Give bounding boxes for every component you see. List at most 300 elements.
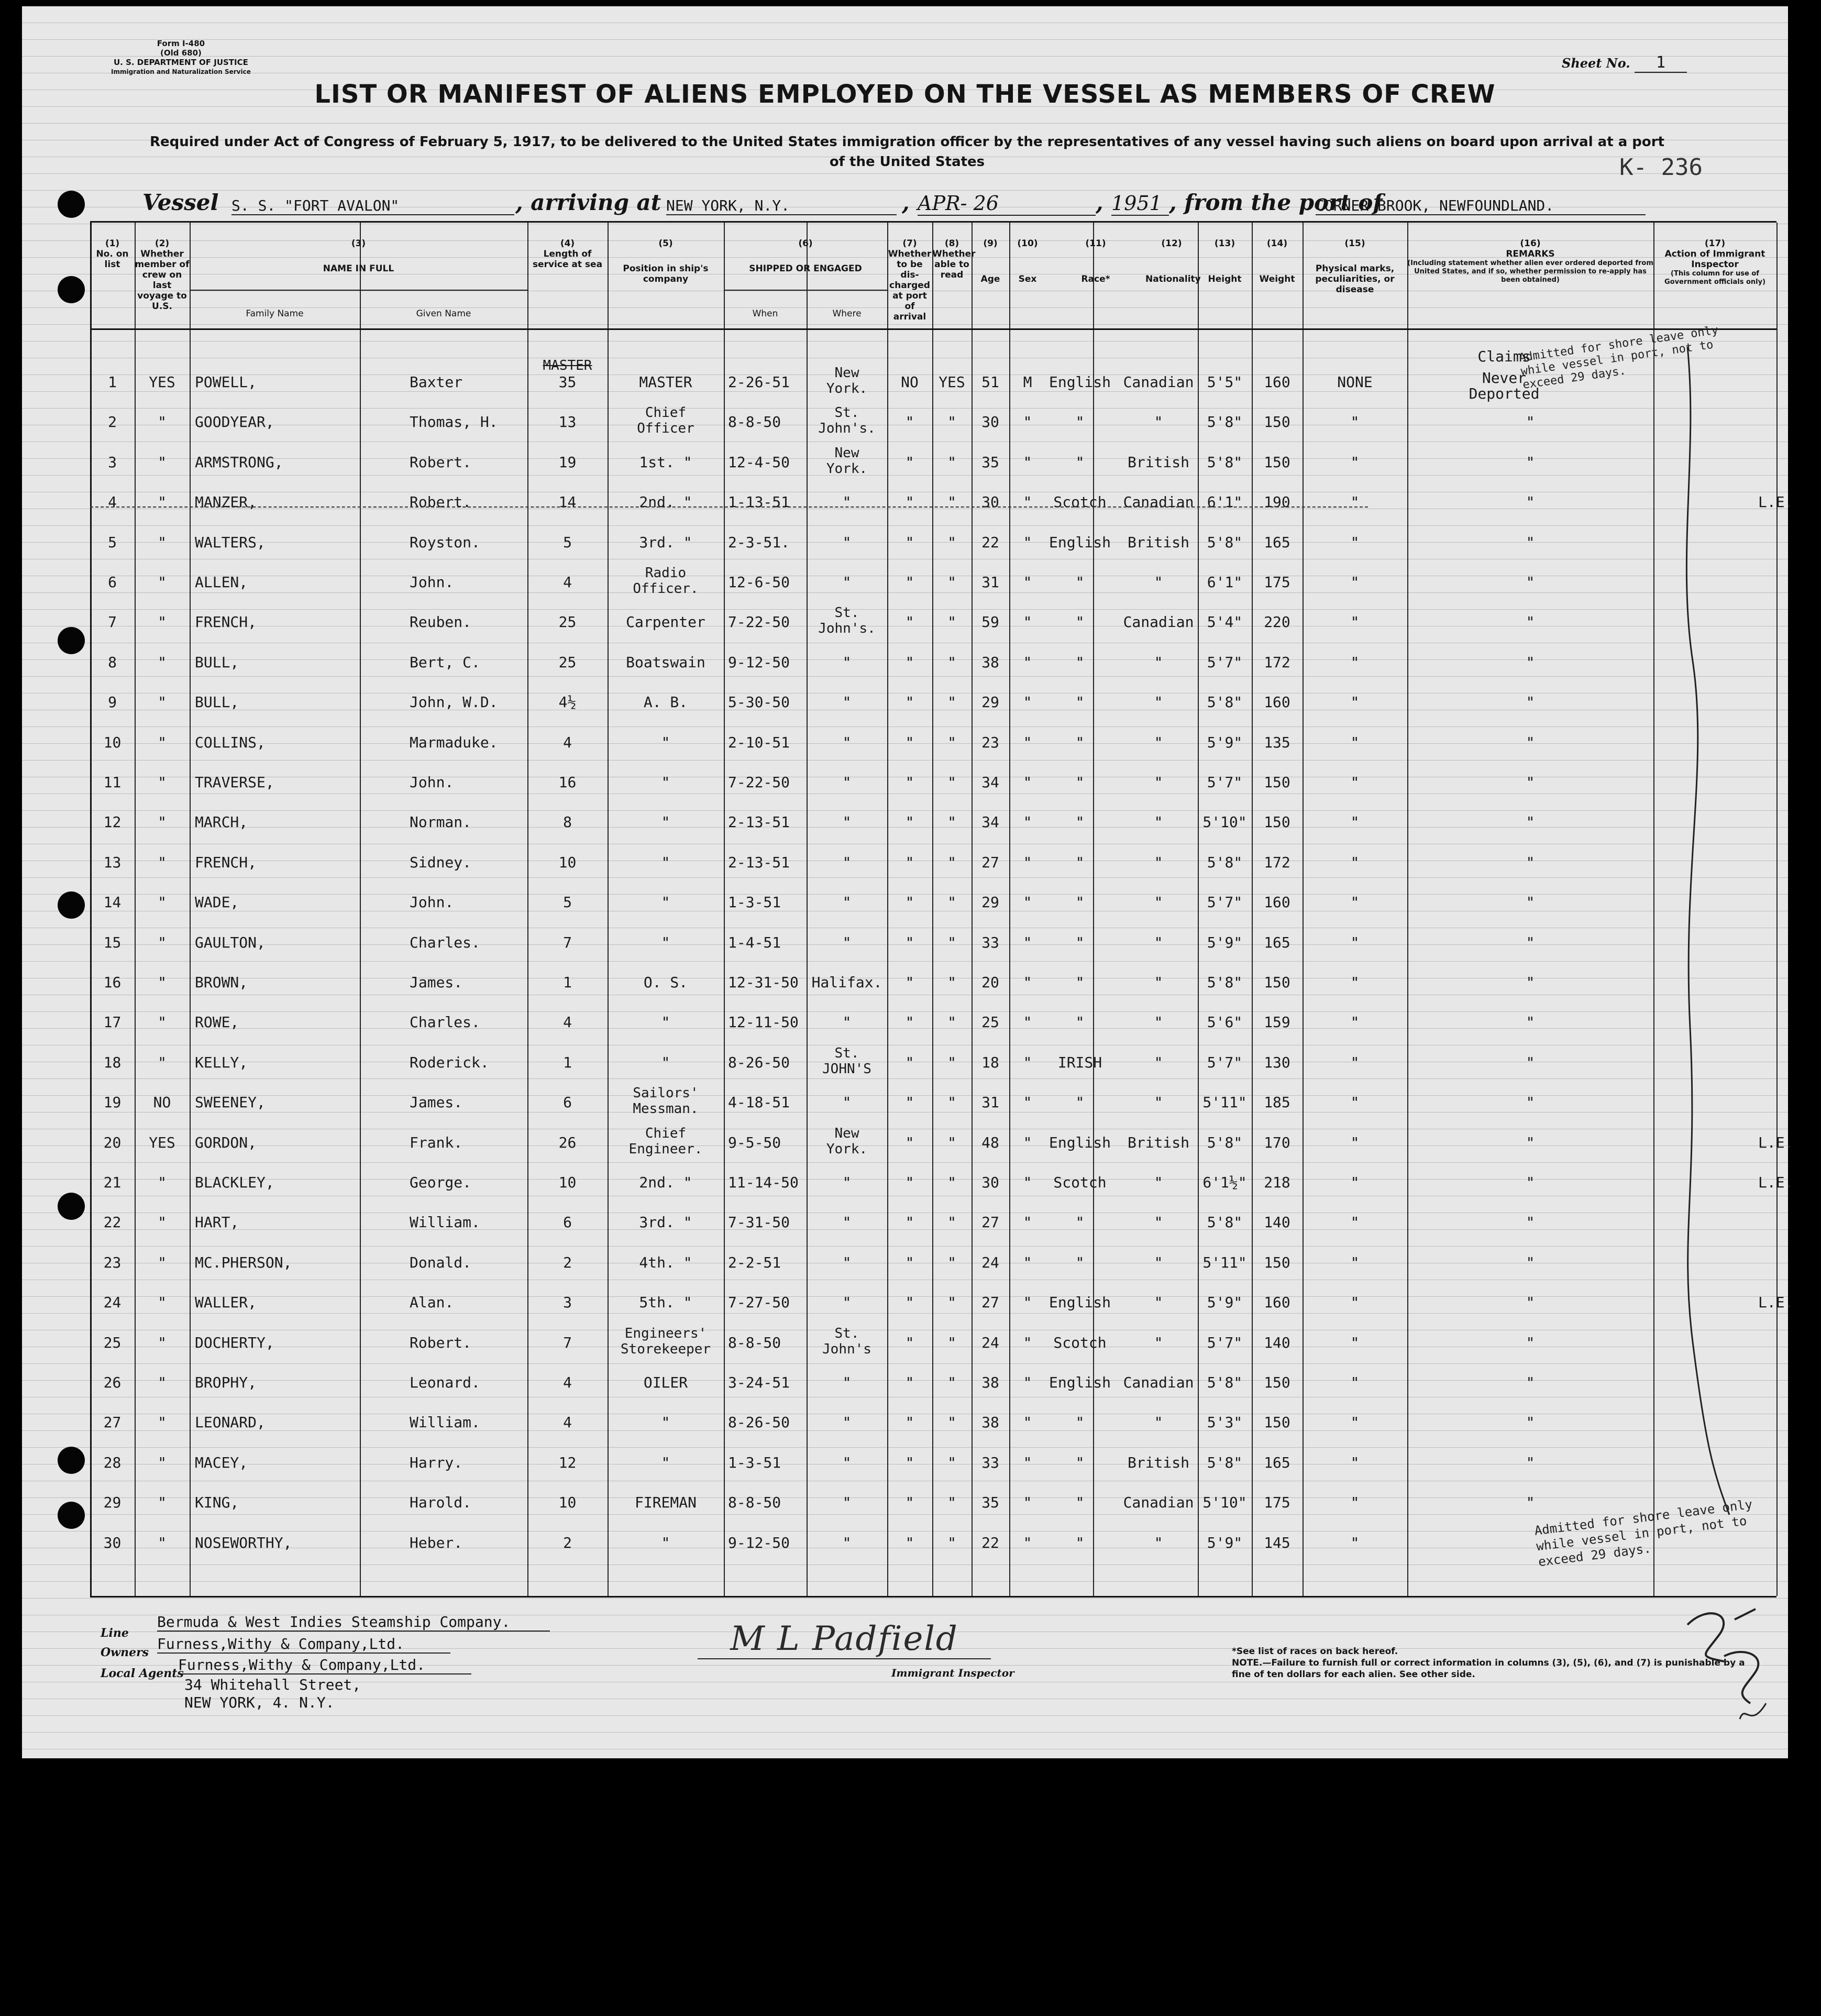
cell-weight: 172 xyxy=(1264,853,1290,871)
cell-when: 3-24-51 xyxy=(728,1374,790,1391)
cell-dis: " xyxy=(905,1253,914,1271)
cell-prev: YES xyxy=(149,1133,175,1151)
cell-service: 25 xyxy=(558,653,577,671)
cell-when: 9-12-50 xyxy=(728,653,790,671)
cell-family: BULL, xyxy=(195,693,239,711)
cell-race: " xyxy=(1075,574,1085,591)
cell-height: 5'9" xyxy=(1207,1294,1243,1312)
cell-sex: " xyxy=(1023,974,1032,991)
cell-read: " xyxy=(947,1214,956,1231)
cell-age: 27 xyxy=(981,853,999,871)
cell-service: 2 xyxy=(563,1253,572,1271)
cell-pos: OILER xyxy=(643,1374,688,1391)
cell-no: 30 xyxy=(103,1534,122,1551)
cell-service: 1 xyxy=(563,974,572,991)
cell-height: 6'1½" xyxy=(1202,1174,1247,1191)
cell-weight: 175 xyxy=(1264,574,1290,591)
cell-race: Scotch xyxy=(1053,1174,1107,1191)
cell-given: Sidney. xyxy=(410,853,472,871)
cell-remarks: " xyxy=(1526,813,1535,831)
cell-when: 9-5-50 xyxy=(728,1133,781,1151)
cell-race: " xyxy=(1075,1253,1085,1271)
cell-where: " xyxy=(842,574,852,591)
cell-service: 3 xyxy=(563,1294,572,1312)
agents-address-2: NEW YORK, 4. N.Y. xyxy=(184,1694,335,1711)
cell-no: 2 xyxy=(108,413,117,431)
cell-sex: " xyxy=(1023,1094,1032,1111)
cell-dis: " xyxy=(905,1374,914,1391)
cell-family: WALLER, xyxy=(195,1294,257,1312)
col5-header: (5) Position in ship's company xyxy=(623,238,709,284)
cell-where: " xyxy=(842,933,852,951)
agents-label: Local Agents xyxy=(101,1667,184,1680)
cell-read: " xyxy=(947,574,956,591)
cell-age: 33 xyxy=(981,1453,999,1471)
cell-given: Charles. xyxy=(410,1013,480,1031)
cell-no: 4 xyxy=(108,493,117,511)
cell-when: 12-6-50 xyxy=(728,574,790,591)
cell-no: 17 xyxy=(103,1013,122,1031)
cell-given: Bert, C. xyxy=(410,653,480,671)
cell-pos: " xyxy=(661,813,670,831)
cell-service: 35 xyxy=(558,373,577,391)
form-number: Form I-480 xyxy=(157,39,205,48)
cell-family: HART, xyxy=(195,1214,239,1231)
cell-dis: " xyxy=(905,1133,914,1151)
cell-prev: " xyxy=(158,813,167,831)
cell-read: " xyxy=(947,1374,956,1391)
cell-action: L.E. xyxy=(1758,1294,1794,1312)
cell-when: 1-3-51 xyxy=(728,1453,781,1471)
cell-given: Roderick. xyxy=(410,1053,489,1071)
cell-prev: " xyxy=(158,1414,167,1431)
cell-sex: " xyxy=(1023,453,1032,471)
cell-when: 7-22-50 xyxy=(728,613,790,631)
cell-marks: " xyxy=(1350,933,1360,951)
cell-weight: 160 xyxy=(1264,373,1290,391)
cell-given: George. xyxy=(410,1174,472,1191)
cell-where: New York. xyxy=(826,445,868,477)
cell-when: 2-2-51 xyxy=(728,1253,781,1271)
cell-prev: " xyxy=(158,1334,167,1351)
cell-family: GAULTON, xyxy=(195,933,266,951)
cell-where: " xyxy=(842,1374,852,1391)
cell-dis: " xyxy=(905,1453,914,1471)
cell-height: 5'8" xyxy=(1207,853,1243,871)
cell-weight: 170 xyxy=(1264,1133,1290,1151)
cell-given: Robert. xyxy=(410,1334,472,1351)
cell-prev: " xyxy=(158,1534,167,1551)
cell-remarks: " xyxy=(1526,933,1535,951)
cell-read: " xyxy=(947,894,956,911)
cell-service: 25 xyxy=(558,613,577,631)
cell-pos: Chief Officer xyxy=(637,405,694,437)
cell-race: IRISH xyxy=(1057,1053,1102,1071)
header-bottom-rule xyxy=(90,328,1776,330)
cell-height: 5'11" xyxy=(1202,1253,1247,1271)
cell-read: " xyxy=(947,453,956,471)
vessel-label: Vessel xyxy=(142,190,219,215)
cell-marks: " xyxy=(1350,1253,1360,1271)
cell-sex: " xyxy=(1023,1453,1032,1471)
cell-service: 6 xyxy=(563,1214,572,1231)
cell-remarks: " xyxy=(1526,853,1535,871)
col7-header: (7) Whether to be dis-charged at port of arrival xyxy=(888,238,932,322)
cell-where: Halifax. xyxy=(811,974,882,991)
cell-weight: 175 xyxy=(1264,1494,1290,1512)
cell-remarks: " xyxy=(1526,1253,1535,1271)
cell-no: 5 xyxy=(108,533,117,551)
cell-sex: M xyxy=(1023,373,1032,391)
cell-when: 2-3-51. xyxy=(728,533,790,551)
cell-prev: " xyxy=(158,613,167,631)
cell-remarks: " xyxy=(1526,1334,1535,1351)
cell-height: 5'8" xyxy=(1207,1214,1243,1231)
cell-marks: " xyxy=(1350,533,1360,551)
cell-age: 18 xyxy=(981,1053,999,1071)
cell-when: 8-8-50 xyxy=(728,1334,781,1351)
cell-height: 6'1" xyxy=(1207,574,1243,591)
cell-family: GORDON, xyxy=(195,1133,257,1151)
cell-dis: " xyxy=(905,613,914,631)
shore-leave-stamp-top: Admitted for shore leave only while vessel in port, not to exceed 29 days. xyxy=(1518,324,1719,392)
cell-weight: 160 xyxy=(1264,1294,1290,1312)
cell-service: 10 xyxy=(558,1494,577,1512)
col3-header: (3) NAME IN FULL xyxy=(323,238,394,274)
cell-race: " xyxy=(1075,1094,1085,1111)
cell-read: " xyxy=(947,933,956,951)
cell-where: " xyxy=(842,1174,852,1191)
cell-where: " xyxy=(842,1214,852,1231)
cell-pos: 3rd. " xyxy=(639,1214,692,1231)
cell-prev: " xyxy=(158,653,167,671)
sheet-label: Sheet No. xyxy=(1562,56,1630,71)
cell-nat: British xyxy=(1127,1133,1189,1151)
cell-pos: A. B. xyxy=(643,693,688,711)
cell-nat: British xyxy=(1127,533,1189,551)
cell-marks: " xyxy=(1350,693,1360,711)
cell-pos: " xyxy=(661,933,670,951)
cell-when: 1-3-51 xyxy=(728,894,781,911)
cell-remarks3: Deported xyxy=(1469,385,1540,402)
cell-race: " xyxy=(1075,653,1085,671)
cell-nat: " xyxy=(1154,774,1163,791)
cell-age: 34 xyxy=(981,813,999,831)
cell-weight: 218 xyxy=(1264,1174,1290,1191)
cell-height: 5'9" xyxy=(1207,1534,1243,1551)
cell-prev: " xyxy=(158,1013,167,1031)
cell-weight: 140 xyxy=(1264,1334,1290,1351)
cell-when: 2-10-51 xyxy=(728,733,790,751)
cell-sex: " xyxy=(1023,733,1032,751)
cell-family: DOCHERTY, xyxy=(195,1334,274,1351)
cell-pos: " xyxy=(661,774,670,791)
cell-weight: 145 xyxy=(1264,1534,1290,1551)
cell-action: L.E. xyxy=(1758,1174,1794,1191)
cell-service: 8 xyxy=(563,813,572,831)
cell-nat: " xyxy=(1154,733,1163,751)
cell-weight: 165 xyxy=(1264,533,1290,551)
cell-family: BULL, xyxy=(195,653,239,671)
cell-race: " xyxy=(1075,1534,1085,1551)
cell-prev: " xyxy=(158,894,167,911)
col1-header: (1) No. on list xyxy=(96,238,129,270)
cell-remarks: " xyxy=(1526,1094,1535,1111)
arrival-year: 1951 xyxy=(1111,192,1169,216)
cell-sex: " xyxy=(1023,1013,1032,1031)
cell-action: L.E. xyxy=(1758,1133,1794,1151)
cell-sex: " xyxy=(1023,613,1032,631)
cell-dis: " xyxy=(905,733,914,751)
cell-weight: 160 xyxy=(1264,693,1290,711)
cell-sex: " xyxy=(1023,813,1032,831)
cell-no: 21 xyxy=(103,1174,122,1191)
cell-height: 5'3" xyxy=(1207,1414,1243,1431)
cell-height: 5'8" xyxy=(1207,974,1243,991)
cell-prev: " xyxy=(158,933,167,951)
cell-no: 3 xyxy=(108,453,117,471)
cell-marks: " xyxy=(1350,574,1360,591)
cell-remarks: " xyxy=(1526,613,1535,631)
cell-prev: " xyxy=(158,453,167,471)
cell-marks: " xyxy=(1350,1374,1360,1391)
cell-marks: " xyxy=(1350,1133,1360,1151)
cell-when: 1-13-51 xyxy=(728,493,790,511)
cell-when: 11-14-50 xyxy=(728,1174,799,1191)
cell-given: Leonard. xyxy=(410,1374,480,1391)
cell-height: 5'8" xyxy=(1207,453,1243,471)
cell-where: " xyxy=(842,1414,852,1431)
cell-nat: " xyxy=(1154,1414,1163,1431)
cell-service: 4 xyxy=(563,1414,572,1431)
cell-dis: " xyxy=(905,1414,914,1431)
page-subtitle: Required under Act of Congress of February 5, 1917, to be delivered to the United States immigration officer by the representatives of any vessel having such aliens on board upon arrival at a port of the United States xyxy=(149,134,1665,170)
cell-nat: " xyxy=(1154,1174,1163,1191)
cell-age: 30 xyxy=(981,493,999,511)
cell-remarks: " xyxy=(1526,894,1535,911)
cell-race: English xyxy=(1049,533,1111,551)
cell-read: " xyxy=(947,1534,956,1551)
cell-sex: " xyxy=(1023,1214,1032,1231)
cell-marks: " xyxy=(1350,1294,1360,1312)
cell-age: 33 xyxy=(981,933,999,951)
cell-age: 38 xyxy=(981,653,999,671)
cell-when: 2-13-51 xyxy=(728,853,790,871)
cell-no: 27 xyxy=(103,1414,122,1431)
cell-dis: " xyxy=(905,813,914,831)
cell-given: James. xyxy=(410,1094,463,1111)
cell-dis: " xyxy=(905,533,914,551)
cell-read: YES xyxy=(939,373,965,391)
cell-where: " xyxy=(842,774,852,791)
cell-marks: " xyxy=(1350,894,1360,911)
col-line xyxy=(1653,223,1654,1596)
cell-height: 5'8" xyxy=(1207,1374,1243,1391)
punch-hole xyxy=(58,891,85,919)
cell-prev: NO xyxy=(153,1094,171,1111)
cell-given: Baxter xyxy=(410,373,463,391)
cell-height: 5'9" xyxy=(1207,733,1243,751)
cell-dis: " xyxy=(905,894,914,911)
cell-where: " xyxy=(842,1253,852,1271)
cell-family: POWELL, xyxy=(195,373,257,391)
cell-given: Norman. xyxy=(410,813,472,831)
cell-nat: British xyxy=(1127,453,1189,471)
cell-given: William. xyxy=(410,1214,480,1231)
cell-race: " xyxy=(1075,453,1085,471)
cell-service: 1 xyxy=(563,1053,572,1071)
cell-weight: 150 xyxy=(1264,1374,1290,1391)
cell-remarks: " xyxy=(1526,1374,1535,1391)
cell-sex: " xyxy=(1023,1494,1032,1512)
cell-dis: NO xyxy=(901,373,919,391)
cell-nat: " xyxy=(1154,1214,1163,1231)
cell-nat: " xyxy=(1154,1334,1163,1351)
cell-marks: " xyxy=(1350,853,1360,871)
cell-age: 48 xyxy=(981,1133,999,1151)
cell-sex: " xyxy=(1023,413,1032,431)
cell-prev: " xyxy=(158,693,167,711)
cell-family: FRENCH, xyxy=(195,613,257,631)
cell-remarks: " xyxy=(1526,1013,1535,1031)
cell-race: Scotch xyxy=(1053,493,1107,511)
form-old-number: (Old 680) xyxy=(160,48,202,58)
punch-hole xyxy=(58,1502,85,1529)
cell-prev: YES xyxy=(149,373,175,391)
cell-height: 5'7" xyxy=(1207,1334,1243,1351)
cell-given: John. xyxy=(410,574,454,591)
cell-race: " xyxy=(1075,693,1085,711)
cell-race: English xyxy=(1049,1133,1111,1151)
cell-sex: " xyxy=(1023,1334,1032,1351)
cell-pos: " xyxy=(661,894,670,911)
cell-given: Thomas, H. xyxy=(410,413,498,431)
cell-nat: " xyxy=(1154,813,1163,831)
cell-height: 5'10" xyxy=(1202,1494,1247,1512)
cell-service: 2 xyxy=(563,1534,572,1551)
cell-race: " xyxy=(1075,974,1085,991)
cell-dis: " xyxy=(905,693,914,711)
cell-nat: " xyxy=(1154,1094,1163,1111)
cell-no: 12 xyxy=(103,813,122,831)
cell-dis: " xyxy=(905,413,914,431)
cell-service-note: MASTER xyxy=(543,358,592,373)
cell-given: Harry. xyxy=(410,1453,463,1471)
cell-remarks: Claims xyxy=(1477,348,1531,365)
cell-age: 27 xyxy=(981,1294,999,1312)
cell-nat: Canadian xyxy=(1123,373,1194,391)
col11-header-text: (11) Race* xyxy=(1081,238,1110,284)
cell-family: MC.PHERSON, xyxy=(195,1253,292,1271)
manifest-page xyxy=(22,6,1794,1758)
cell-weight: 160 xyxy=(1264,894,1290,911)
cell-pos: Radio Officer. xyxy=(633,565,699,597)
cell-race: " xyxy=(1075,853,1085,871)
cell-dis: " xyxy=(905,1053,914,1071)
cell-sex: " xyxy=(1023,1133,1032,1151)
cell-family: MACEY, xyxy=(195,1453,248,1471)
cell-weight: 220 xyxy=(1264,613,1290,631)
cell-remarks: " xyxy=(1526,693,1535,711)
cell-service: 4 xyxy=(563,733,572,751)
cell-pos: Engineers' Storekeeper xyxy=(620,1325,711,1357)
cell-pos: FIREMAN xyxy=(634,1494,697,1512)
cell-read: " xyxy=(947,1174,956,1191)
cell-nat: " xyxy=(1154,1053,1163,1071)
cell-prev: " xyxy=(158,1494,167,1512)
cell-weight: 150 xyxy=(1264,413,1290,431)
cell-height: 5'11" xyxy=(1202,1094,1247,1111)
cell-age: 22 xyxy=(981,1534,999,1551)
cell-sex: " xyxy=(1023,853,1032,871)
cell-remarks: " xyxy=(1526,1294,1535,1312)
cell-sex: " xyxy=(1023,1534,1032,1551)
cell-given: Frank. xyxy=(410,1133,463,1151)
arriving-at: NEW YORK, N.Y. xyxy=(666,197,897,215)
col2-header: (2) Whether member of crew on last voyage to U.S. xyxy=(135,238,190,312)
cell-nat: " xyxy=(1154,853,1163,871)
col6a-header: When xyxy=(752,309,778,319)
cell-weight: 150 xyxy=(1264,1414,1290,1431)
cell-where: " xyxy=(842,653,852,671)
cell-given: John. xyxy=(410,774,454,791)
col3b-header: Given Name xyxy=(416,309,471,319)
cell-age: 24 xyxy=(981,1253,999,1271)
cell-given: Reuben. xyxy=(410,613,472,631)
cell-service: 4½ xyxy=(558,693,577,711)
cell-prev: " xyxy=(158,1253,167,1271)
cell-when: 8-8-50 xyxy=(728,1494,781,1512)
cell-height: 5'5" xyxy=(1207,373,1243,391)
cell-family: WALTERS, xyxy=(195,533,266,551)
col3a-header: Family Name xyxy=(246,309,304,319)
col13-header: (13) Height xyxy=(1208,238,1242,284)
cell-height: 5'7" xyxy=(1207,1053,1243,1071)
cell-remarks: " xyxy=(1526,1414,1535,1431)
cell-sex: " xyxy=(1023,1294,1032,1312)
cell-weight: 140 xyxy=(1264,1214,1290,1231)
cell-pos: " xyxy=(661,1453,670,1471)
cell-weight: 165 xyxy=(1264,1453,1290,1471)
cell-age: 30 xyxy=(981,413,999,431)
cell-when: 5-30-50 xyxy=(728,693,790,711)
cell-height: 5'7" xyxy=(1207,653,1243,671)
cell-pos: " xyxy=(661,1013,670,1031)
cell-dis: " xyxy=(905,1013,914,1031)
col10-header: (10) Sex xyxy=(1017,238,1038,284)
cell-age: 35 xyxy=(981,1494,999,1512)
cell-age: 35 xyxy=(981,453,999,471)
cell-marks: " xyxy=(1350,1414,1360,1431)
cell-when: 7-22-50 xyxy=(728,774,790,791)
col15-header: (15) Physical marks, peculiarities, or disease xyxy=(1315,238,1395,295)
cell-remarks: " xyxy=(1526,533,1535,551)
cell-age: 38 xyxy=(981,1374,999,1391)
cell-weight: 190 xyxy=(1264,493,1290,511)
cell-age: 29 xyxy=(981,894,999,911)
cell-height: 5'6" xyxy=(1207,1013,1243,1031)
cell-remarks: " xyxy=(1526,774,1535,791)
cell-age: 51 xyxy=(981,373,999,391)
cell-family: ROWE, xyxy=(195,1013,239,1031)
cell-where: " xyxy=(842,1453,852,1471)
cell-service: 26 xyxy=(558,1133,577,1151)
cell-marks: " xyxy=(1350,1214,1360,1231)
cell-weight: 165 xyxy=(1264,933,1290,951)
cell-given: Marmaduke. xyxy=(410,733,498,751)
cell-pos: " xyxy=(661,733,670,751)
from-label: , from the port of xyxy=(1169,190,1383,215)
